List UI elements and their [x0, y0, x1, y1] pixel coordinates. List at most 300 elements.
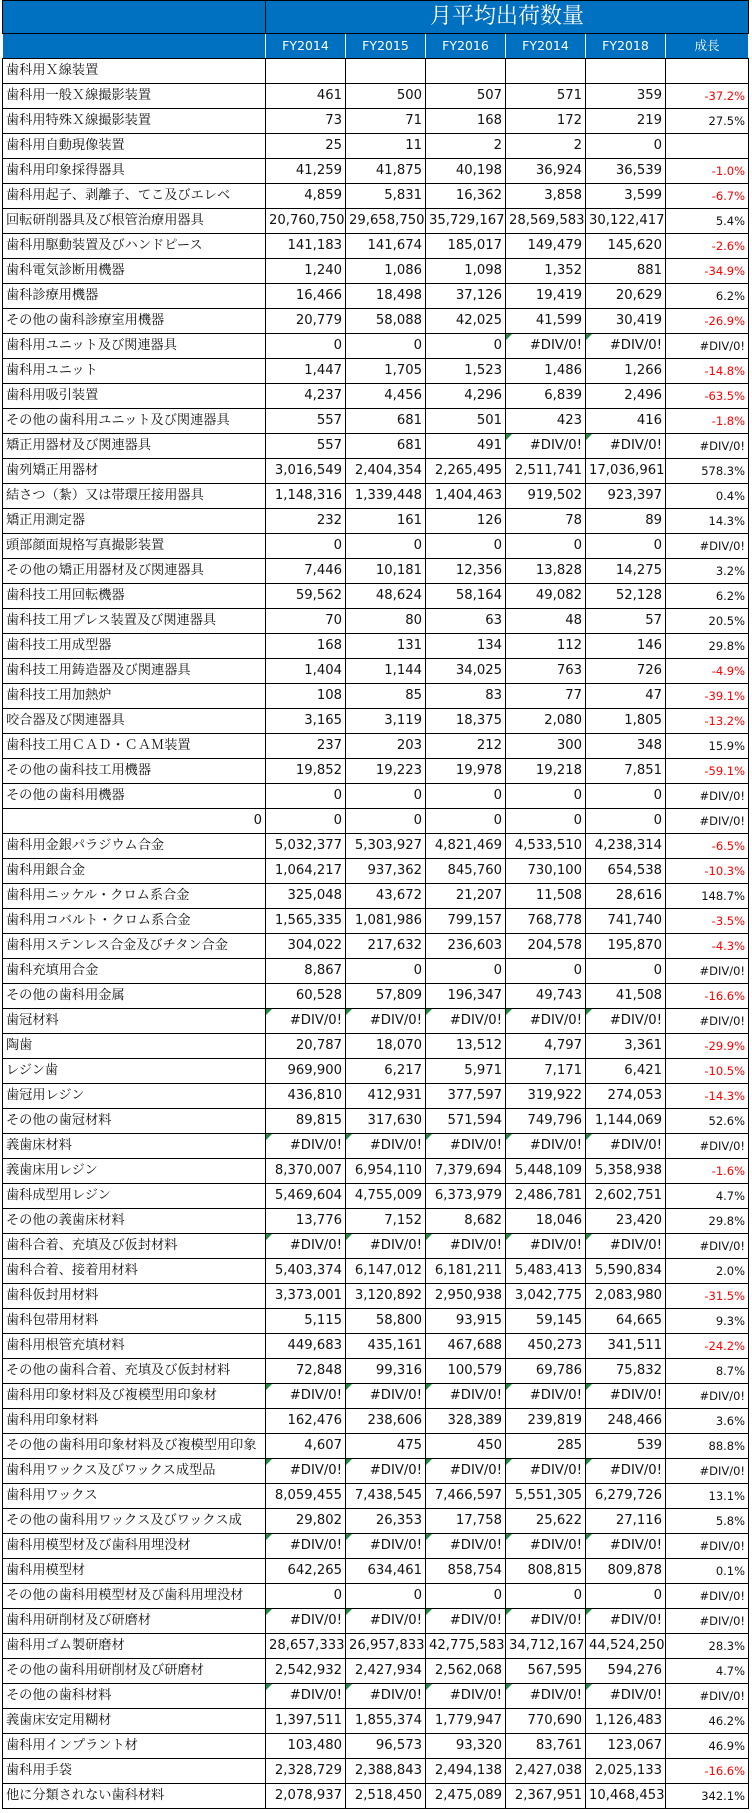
value-cell[interactable]: 937,362 — [346, 859, 426, 884]
value-cell[interactable]: 20,629 — [586, 284, 666, 309]
value-cell[interactable]: 0 — [346, 1584, 426, 1609]
value-cell[interactable]: 881 — [586, 259, 666, 284]
value-cell[interactable]: #DIV/0! — [266, 1684, 346, 1709]
value-cell[interactable]: 1,404,463 — [426, 484, 506, 509]
value-cell[interactable]: 5,358,938 — [586, 1159, 666, 1184]
category-cell[interactable]: その他の歯科技工用機器 — [3, 759, 266, 784]
value-cell[interactable]: 49,082 — [506, 584, 586, 609]
value-cell[interactable]: 500 — [346, 84, 426, 109]
growth-cell[interactable]: #DIV/0! — [666, 1684, 749, 1709]
value-cell[interactable]: 13,512 — [426, 1034, 506, 1059]
value-cell[interactable]: 0 — [426, 1584, 506, 1609]
growth-cell[interactable]: #DIV/0! — [666, 1384, 749, 1409]
value-cell[interactable]: 1,805 — [586, 709, 666, 734]
growth-cell[interactable]: 6.2% — [666, 284, 749, 309]
category-cell[interactable]: その他の歯科用ユニット及び関連器具 — [3, 409, 266, 434]
category-cell[interactable]: レジン歯 — [3, 1059, 266, 1084]
value-cell[interactable]: 0 — [506, 1584, 586, 1609]
category-cell[interactable]: 回転研削器具及び根管治療用器具 — [3, 209, 266, 234]
growth-cell[interactable]: #DIV/0! — [666, 1534, 749, 1559]
value-cell[interactable]: 162,476 — [266, 1409, 346, 1434]
value-cell[interactable]: 19,978 — [426, 759, 506, 784]
value-cell[interactable]: 1,144 — [346, 659, 426, 684]
value-cell[interactable]: 7,446 — [266, 559, 346, 584]
value-cell[interactable]: 0 — [586, 809, 666, 834]
category-cell[interactable]: 歯科充填用合金 — [3, 959, 266, 984]
value-cell[interactable]: 30,419 — [586, 309, 666, 334]
value-cell[interactable]: #DIV/0! — [266, 1609, 346, 1634]
value-cell[interactable]: 27,116 — [586, 1509, 666, 1534]
value-cell[interactable]: 0 — [586, 784, 666, 809]
category-cell[interactable]: 歯科用ユニット — [3, 359, 266, 384]
value-cell[interactable]: 4,755,009 — [346, 1184, 426, 1209]
value-cell[interactable]: 72,848 — [266, 1359, 346, 1384]
value-cell[interactable] — [266, 59, 346, 84]
value-cell[interactable]: 741,740 — [586, 909, 666, 934]
value-cell[interactable]: 328,389 — [426, 1409, 506, 1434]
value-cell[interactable]: 681 — [346, 434, 426, 459]
growth-cell[interactable]: -13.2% — [666, 709, 749, 734]
value-cell[interactable]: 4,456 — [346, 384, 426, 409]
value-cell[interactable]: 450,273 — [506, 1334, 586, 1359]
value-cell[interactable]: 461 — [266, 84, 346, 109]
value-cell[interactable]: #DIV/0! — [266, 1534, 346, 1559]
value-cell[interactable]: 0 — [426, 534, 506, 559]
value-cell[interactable]: 325,048 — [266, 884, 346, 909]
growth-cell[interactable]: -63.5% — [666, 384, 749, 409]
value-cell[interactable]: 219 — [586, 109, 666, 134]
growth-cell[interactable]: -14.3% — [666, 1084, 749, 1109]
value-cell[interactable]: 467,688 — [426, 1334, 506, 1359]
growth-cell[interactable]: 5.8% — [666, 1509, 749, 1534]
value-cell[interactable]: 5,403,374 — [266, 1259, 346, 1284]
value-cell[interactable]: 5,115 — [266, 1309, 346, 1334]
value-cell[interactable]: 89 — [586, 509, 666, 534]
table-title[interactable]: 月平均出荷数量 — [266, 1, 749, 34]
value-cell[interactable]: 799,157 — [426, 909, 506, 934]
value-cell[interactable]: 0 — [506, 809, 586, 834]
value-cell[interactable]: 557 — [266, 434, 346, 459]
value-cell[interactable]: 6,181,211 — [426, 1259, 506, 1284]
value-cell[interactable]: 0 — [426, 334, 506, 359]
value-cell[interactable]: 4,237 — [266, 384, 346, 409]
value-cell[interactable]: 73 — [266, 109, 346, 134]
value-cell[interactable]: 5,303,927 — [346, 834, 426, 859]
category-cell[interactable]: 歯科包帯用材料 — [3, 1309, 266, 1334]
value-cell[interactable]: 1,352 — [506, 259, 586, 284]
growth-cell[interactable]: 8.7% — [666, 1359, 749, 1384]
value-cell[interactable]: 3,373,001 — [266, 1284, 346, 1309]
value-cell[interactable]: 99,316 — [346, 1359, 426, 1384]
value-cell[interactable]: 808,815 — [506, 1559, 586, 1584]
value-cell[interactable]: 18,375 — [426, 709, 506, 734]
value-cell[interactable]: 83 — [426, 684, 506, 709]
value-cell[interactable]: 507 — [426, 84, 506, 109]
value-cell[interactable]: 2,602,751 — [586, 1184, 666, 1209]
value-cell[interactable]: 36,924 — [506, 159, 586, 184]
value-cell[interactable]: #DIV/0! — [506, 1609, 586, 1634]
value-cell[interactable]: 4,533,510 — [506, 834, 586, 859]
value-cell[interactable]: 1,523 — [426, 359, 506, 384]
value-cell[interactable]: #DIV/0! — [346, 1384, 426, 1409]
value-cell[interactable]: 34,025 — [426, 659, 506, 684]
value-cell[interactable]: 172 — [506, 109, 586, 134]
category-cell[interactable]: 歯科技工用鋳造器及び関連器具 — [3, 659, 266, 684]
growth-cell[interactable]: -59.1% — [666, 759, 749, 784]
value-cell[interactable]: #DIV/0! — [586, 1534, 666, 1559]
value-cell[interactable]: 2,388,843 — [346, 1759, 426, 1784]
growth-cell[interactable]: 342.1% — [666, 1784, 749, 1809]
value-cell[interactable]: 4,797 — [506, 1034, 586, 1059]
category-cell[interactable]: 歯科用ワックス — [3, 1484, 266, 1509]
value-cell[interactable]: #DIV/0! — [266, 1384, 346, 1409]
category-cell[interactable]: 歯科用自動現像装置 — [3, 134, 266, 159]
value-cell[interactable]: 57,809 — [346, 984, 426, 1009]
value-cell[interactable]: 501 — [426, 409, 506, 434]
value-cell[interactable]: 0 — [266, 534, 346, 559]
value-cell[interactable]: 168 — [426, 109, 506, 134]
value-cell[interactable]: 21,207 — [426, 884, 506, 909]
value-cell[interactable]: 749,796 — [506, 1109, 586, 1134]
value-cell[interactable]: 7,466,597 — [426, 1484, 506, 1509]
value-cell[interactable]: 1,565,335 — [266, 909, 346, 934]
growth-cell[interactable]: 148.7% — [666, 884, 749, 909]
column-header[interactable]: FY2015 — [346, 34, 426, 59]
value-cell[interactable]: 185,017 — [426, 234, 506, 259]
value-cell[interactable]: 3,165 — [266, 709, 346, 734]
value-cell[interactable]: 571,594 — [426, 1109, 506, 1134]
value-cell[interactable]: #DIV/0! — [346, 1534, 426, 1559]
growth-cell[interactable]: -10.3% — [666, 859, 749, 884]
category-cell[interactable]: 歯科用一般Ｘ線撮影装置 — [3, 84, 266, 109]
value-cell[interactable]: 8,682 — [426, 1209, 506, 1234]
value-cell[interactable]: 2,494,138 — [426, 1759, 506, 1784]
value-cell[interactable]: 8,059,455 — [266, 1484, 346, 1509]
value-cell[interactable]: 28,569,583 — [506, 209, 586, 234]
value-cell[interactable]: 100,579 — [426, 1359, 506, 1384]
value-cell[interactable]: 1,339,448 — [346, 484, 426, 509]
value-cell[interactable]: 1,266 — [586, 359, 666, 384]
value-cell[interactable]: 2,486,781 — [506, 1184, 586, 1209]
value-cell[interactable]: 212 — [426, 734, 506, 759]
value-cell[interactable]: 285 — [506, 1434, 586, 1459]
growth-cell[interactable]: 15.9% — [666, 734, 749, 759]
category-cell[interactable]: その他の矯正用器材及び関連器具 — [3, 559, 266, 584]
value-cell[interactable]: 0 — [266, 334, 346, 359]
growth-cell[interactable]: -1.0% — [666, 159, 749, 184]
value-cell[interactable] — [426, 59, 506, 84]
growth-cell[interactable]: 9.3% — [666, 1309, 749, 1334]
value-cell[interactable]: 1,081,986 — [346, 909, 426, 934]
growth-cell[interactable]: -6.5% — [666, 834, 749, 859]
growth-cell[interactable]: #DIV/0! — [666, 1009, 749, 1034]
value-cell[interactable]: 6,279,726 — [586, 1484, 666, 1509]
value-cell[interactable]: 203 — [346, 734, 426, 759]
category-cell[interactable]: 歯科用ニッケル・クロム系合金 — [3, 884, 266, 909]
category-cell[interactable]: その他の歯科材料 — [3, 1684, 266, 1709]
value-cell[interactable]: 3,361 — [586, 1034, 666, 1059]
value-cell[interactable]: 2,427,038 — [506, 1759, 586, 1784]
value-cell[interactable]: 2 — [426, 134, 506, 159]
value-cell[interactable]: 0 — [586, 959, 666, 984]
value-cell[interactable]: #DIV/0! — [506, 1534, 586, 1559]
value-cell[interactable]: #DIV/0! — [506, 1459, 586, 1484]
value-cell[interactable]: 42,775,583 — [426, 1634, 506, 1659]
value-cell[interactable]: 1,779,947 — [426, 1709, 506, 1734]
value-cell[interactable]: 1,098 — [426, 259, 506, 284]
value-cell[interactable]: #DIV/0! — [426, 1009, 506, 1034]
value-cell[interactable]: 0 — [506, 784, 586, 809]
growth-cell[interactable]: #DIV/0! — [666, 959, 749, 984]
value-cell[interactable]: 300 — [506, 734, 586, 759]
value-cell[interactable]: 13,828 — [506, 559, 586, 584]
value-cell[interactable]: 41,875 — [346, 159, 426, 184]
value-cell[interactable]: #DIV/0! — [586, 1384, 666, 1409]
value-cell[interactable]: #DIV/0! — [426, 1684, 506, 1709]
value-cell[interactable]: 0 — [426, 809, 506, 834]
value-cell[interactable]: 0 — [346, 784, 426, 809]
value-cell[interactable]: 2,265,495 — [426, 459, 506, 484]
value-cell[interactable]: 17,036,961 — [586, 459, 666, 484]
value-cell[interactable]: #DIV/0! — [586, 1684, 666, 1709]
value-cell[interactable]: 2,427,934 — [346, 1659, 426, 1684]
growth-cell[interactable]: 2.0% — [666, 1259, 749, 1284]
value-cell[interactable]: 768,778 — [506, 909, 586, 934]
value-cell[interactable]: 146 — [586, 634, 666, 659]
value-cell[interactable]: 359 — [586, 84, 666, 109]
category-cell[interactable]: 歯科技工用プレス装置及び関連器具 — [3, 609, 266, 634]
category-cell[interactable]: その他の歯科用研削材及び研磨材 — [3, 1659, 266, 1684]
value-cell[interactable]: 29,658,750 — [346, 209, 426, 234]
value-cell[interactable]: 681 — [346, 409, 426, 434]
value-cell[interactable]: 28,616 — [586, 884, 666, 909]
growth-cell[interactable]: #DIV/0! — [666, 434, 749, 459]
growth-cell[interactable]: 0.4% — [666, 484, 749, 509]
growth-cell[interactable]: 14.3% — [666, 509, 749, 534]
growth-cell[interactable]: -4.3% — [666, 934, 749, 959]
category-cell[interactable]: 歯科用特殊Ｘ線撮影装置 — [3, 109, 266, 134]
growth-cell[interactable]: -34.9% — [666, 259, 749, 284]
value-cell[interactable]: 10,468,453 — [586, 1784, 666, 1809]
value-cell[interactable]: 3,120,892 — [346, 1284, 426, 1309]
growth-cell[interactable]: 28.3% — [666, 1634, 749, 1659]
value-cell[interactable]: 7,152 — [346, 1209, 426, 1234]
value-cell[interactable]: 217,632 — [346, 934, 426, 959]
category-cell[interactable]: 歯科用ゴム製研磨材 — [3, 1634, 266, 1659]
value-cell[interactable]: 539 — [586, 1434, 666, 1459]
category-cell[interactable]: 歯科用根管充填材料 — [3, 1334, 266, 1359]
value-cell[interactable]: 29,802 — [266, 1509, 346, 1534]
value-cell[interactable]: 26,353 — [346, 1509, 426, 1534]
category-cell[interactable]: 0 — [3, 809, 266, 834]
value-cell[interactable]: 435,161 — [346, 1334, 426, 1359]
category-cell[interactable]: 歯科仮封用材料 — [3, 1284, 266, 1309]
value-cell[interactable]: 8,370,007 — [266, 1159, 346, 1184]
category-cell[interactable]: 歯科合着、接着用材料 — [3, 1259, 266, 1284]
value-cell[interactable]: 48,624 — [346, 584, 426, 609]
value-cell[interactable]: 763 — [506, 659, 586, 684]
value-cell[interactable]: 1,397,511 — [266, 1709, 346, 1734]
value-cell[interactable]: 557 — [266, 409, 346, 434]
category-cell[interactable]: 歯科電気診断用機器 — [3, 259, 266, 284]
value-cell[interactable]: 1,240 — [266, 259, 346, 284]
growth-cell[interactable]: #DIV/0! — [666, 334, 749, 359]
growth-cell[interactable] — [666, 59, 749, 84]
value-cell[interactable]: 23,420 — [586, 1209, 666, 1234]
category-cell[interactable]: その他の歯科用模型材及び歯科用埋没材 — [3, 1584, 266, 1609]
value-cell[interactable]: 47 — [586, 684, 666, 709]
value-cell[interactable]: 141,674 — [346, 234, 426, 259]
value-cell[interactable]: #DIV/0! — [586, 1609, 666, 1634]
growth-cell[interactable]: -10.5% — [666, 1059, 749, 1084]
value-cell[interactable]: 1,086 — [346, 259, 426, 284]
value-cell[interactable]: 5,831 — [346, 184, 426, 209]
value-cell[interactable]: 2,518,450 — [346, 1784, 426, 1809]
growth-cell[interactable]: -29.9% — [666, 1034, 749, 1059]
value-cell[interactable]: 204,578 — [506, 934, 586, 959]
category-cell[interactable]: 歯冠用レジン — [3, 1084, 266, 1109]
value-cell[interactable]: 5,469,604 — [266, 1184, 346, 1209]
value-cell[interactable]: 845,760 — [426, 859, 506, 884]
category-cell[interactable]: 歯科用コバルト・クロム系合金 — [3, 909, 266, 934]
value-cell[interactable]: 80 — [346, 609, 426, 634]
value-cell[interactable]: 2,328,729 — [266, 1759, 346, 1784]
growth-cell[interactable]: 46.2% — [666, 1709, 749, 1734]
growth-cell[interactable]: 4.7% — [666, 1659, 749, 1684]
growth-cell[interactable]: #DIV/0! — [666, 809, 749, 834]
value-cell[interactable]: 12,356 — [426, 559, 506, 584]
value-cell[interactable]: #DIV/0! — [426, 1234, 506, 1259]
value-cell[interactable]: 919,502 — [506, 484, 586, 509]
category-cell[interactable]: 歯科用インプラント材 — [3, 1734, 266, 1759]
value-cell[interactable]: 103,480 — [266, 1734, 346, 1759]
growth-cell[interactable]: -6.7% — [666, 184, 749, 209]
growth-cell[interactable]: #DIV/0! — [666, 534, 749, 559]
value-cell[interactable]: 19,852 — [266, 759, 346, 784]
value-cell[interactable]: 37,126 — [426, 284, 506, 309]
growth-cell[interactable]: #DIV/0! — [666, 1134, 749, 1159]
value-cell[interactable]: 168 — [266, 634, 346, 659]
value-cell[interactable]: 41,599 — [506, 309, 586, 334]
value-cell[interactable]: 93,915 — [426, 1309, 506, 1334]
growth-cell[interactable]: -37.2% — [666, 84, 749, 109]
value-cell[interactable]: 7,379,694 — [426, 1159, 506, 1184]
value-cell[interactable]: 0 — [266, 1584, 346, 1609]
category-cell[interactable]: 歯科合着、充填及び仮封材料 — [3, 1234, 266, 1259]
category-cell[interactable]: 歯科技工用回転機器 — [3, 584, 266, 609]
value-cell[interactable]: 10,181 — [346, 559, 426, 584]
value-cell[interactable]: 491 — [426, 434, 506, 459]
value-cell[interactable]: 71 — [346, 109, 426, 134]
value-cell[interactable]: 19,223 — [346, 759, 426, 784]
value-cell[interactable]: 416 — [586, 409, 666, 434]
growth-cell[interactable]: #DIV/0! — [666, 1584, 749, 1609]
value-cell[interactable]: 20,760,750 — [266, 209, 346, 234]
column-header[interactable]: FY2014 — [506, 34, 586, 59]
category-cell[interactable]: 結さつ（紮）又は帯環圧接用器具 — [3, 484, 266, 509]
value-cell[interactable]: #DIV/0! — [506, 1234, 586, 1259]
value-cell[interactable]: 93,320 — [426, 1734, 506, 1759]
value-cell[interactable]: 7,171 — [506, 1059, 586, 1084]
value-cell[interactable]: 634,461 — [346, 1559, 426, 1584]
value-cell[interactable]: 145,620 — [586, 234, 666, 259]
growth-cell[interactable]: 88.8% — [666, 1434, 749, 1459]
category-cell[interactable]: 歯科技工用成型器 — [3, 634, 266, 659]
growth-cell[interactable]: -3.5% — [666, 909, 749, 934]
value-cell[interactable]: 3,858 — [506, 184, 586, 209]
value-cell[interactable]: 11,508 — [506, 884, 586, 909]
value-cell[interactable]: 730,100 — [506, 859, 586, 884]
value-cell[interactable]: 18,046 — [506, 1209, 586, 1234]
category-cell[interactable]: その他の歯科診療室用機器 — [3, 309, 266, 334]
column-header[interactable]: FY2014 — [266, 34, 346, 59]
value-cell[interactable]: 4,607 — [266, 1434, 346, 1459]
value-cell[interactable]: 64,665 — [586, 1309, 666, 1334]
value-cell[interactable]: 58,164 — [426, 584, 506, 609]
value-cell[interactable]: 436,810 — [266, 1084, 346, 1109]
category-cell[interactable]: 歯列矯正用器材 — [3, 459, 266, 484]
value-cell[interactable]: 319,922 — [506, 1084, 586, 1109]
value-cell[interactable]: 1,705 — [346, 359, 426, 384]
value-cell[interactable]: 85 — [346, 684, 426, 709]
value-cell[interactable]: 0 — [266, 809, 346, 834]
value-cell[interactable]: 4,821,469 — [426, 834, 506, 859]
value-cell[interactable]: 36,539 — [586, 159, 666, 184]
category-cell[interactable]: 歯科用研削材及び研磨材 — [3, 1609, 266, 1634]
value-cell[interactable]: 30,122,417 — [586, 209, 666, 234]
growth-cell[interactable]: #DIV/0! — [666, 1609, 749, 1634]
value-cell[interactable]: #DIV/0! — [586, 434, 666, 459]
category-cell[interactable]: その他の歯冠材料 — [3, 1109, 266, 1134]
value-cell[interactable]: 5,483,413 — [506, 1259, 586, 1284]
value-cell[interactable]: 40,198 — [426, 159, 506, 184]
value-cell[interactable]: 57 — [586, 609, 666, 634]
value-cell[interactable]: 1,447 — [266, 359, 346, 384]
value-cell[interactable]: 236,603 — [426, 934, 506, 959]
value-cell[interactable]: #DIV/0! — [586, 1459, 666, 1484]
value-cell[interactable]: 6,217 — [346, 1059, 426, 1084]
value-cell[interactable]: 5,551,305 — [506, 1484, 586, 1509]
value-cell[interactable]: 2,562,068 — [426, 1659, 506, 1684]
value-cell[interactable]: 0 — [426, 784, 506, 809]
value-cell[interactable]: 18,498 — [346, 284, 426, 309]
value-cell[interactable]: #DIV/0! — [266, 1234, 346, 1259]
value-cell[interactable]: #DIV/0! — [346, 1459, 426, 1484]
value-cell[interactable]: 19,218 — [506, 759, 586, 784]
category-cell[interactable]: 歯冠材料 — [3, 1009, 266, 1034]
value-cell[interactable]: #DIV/0! — [426, 1134, 506, 1159]
value-cell[interactable]: 341,511 — [586, 1334, 666, 1359]
growth-cell[interactable]: -24.2% — [666, 1334, 749, 1359]
title-blank-cell[interactable] — [3, 1, 266, 34]
category-cell[interactable]: 歯科用銀合金 — [3, 859, 266, 884]
value-cell[interactable]: 2,404,354 — [346, 459, 426, 484]
value-cell[interactable]: 1,126,483 — [586, 1709, 666, 1734]
value-cell[interactable]: 248,466 — [586, 1409, 666, 1434]
growth-cell[interactable]: 27.5% — [666, 109, 749, 134]
value-cell[interactable]: 41,508 — [586, 984, 666, 1009]
value-cell[interactable]: 134 — [426, 634, 506, 659]
value-cell[interactable]: 3,599 — [586, 184, 666, 209]
category-cell[interactable]: 歯科技工用ＣＡＤ・ＣＡＭ装置 — [3, 734, 266, 759]
value-cell[interactable] — [586, 59, 666, 84]
value-cell[interactable]: 0 — [586, 1584, 666, 1609]
category-cell[interactable]: 頭部顔面規格写真撮影装置 — [3, 534, 266, 559]
value-cell[interactable]: 2,511,741 — [506, 459, 586, 484]
category-cell[interactable]: 義歯床安定用糊材 — [3, 1709, 266, 1734]
value-cell[interactable]: 70 — [266, 609, 346, 634]
value-cell[interactable]: 11 — [346, 134, 426, 159]
